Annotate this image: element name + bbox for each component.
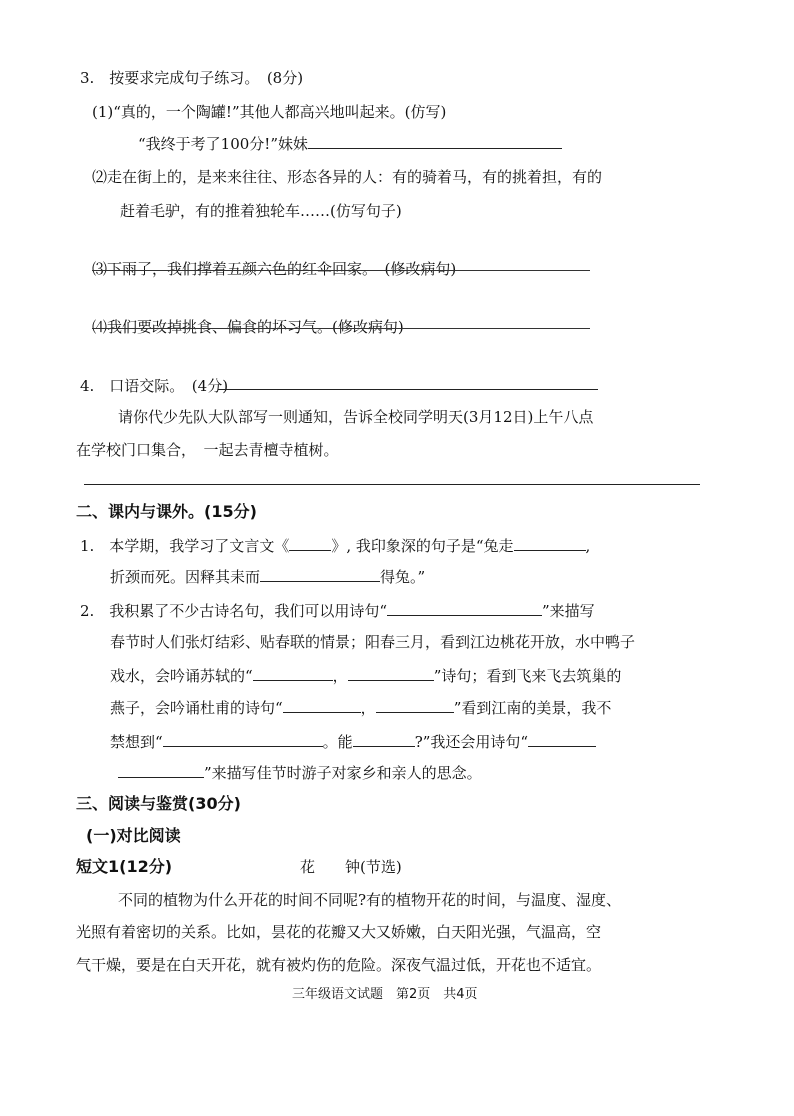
section-2-title: 二、课内与课外。(15分) [76, 502, 257, 521]
answer-blank[interactable] [376, 697, 454, 713]
q3-sentence-3: ⑶下雨了，我们撑着五颜六色的红伞回家。 (修改病句) [92, 260, 457, 278]
text: , [585, 537, 591, 555]
text: 。能 [322, 733, 353, 751]
answer-blank[interactable] [528, 731, 596, 747]
answer-blank[interactable] [253, 665, 333, 681]
q3-sentence-2-line1: ⑵走在街上的，是来来往往、形态各异的人：有的骑着马，有的挑着担，有的 [92, 168, 603, 186]
text: ”来描写佳节时游子对家乡和亲人的思念。 [204, 764, 482, 782]
text: 2. 我积累了不少古诗名句，我们可以用诗句“ [80, 602, 387, 620]
text: 燕子，会吟诵杜甫的诗句“ [110, 699, 283, 717]
s2-q1-line2 [110, 566, 425, 587]
q3-title: 3. 按要求完成句子练习。 (8分) [80, 69, 304, 87]
passage-title: 花 钟(节选) [300, 858, 402, 876]
page-footer: 三年级语文试题 第2页 共4页 [292, 987, 478, 1002]
s2-q2-line5 [110, 731, 596, 752]
text: 1. 本学期，我学习了文言文《 [80, 537, 290, 555]
answer-line[interactable] [84, 484, 700, 485]
text: 》, 我印象深的句子是“兔走 [331, 537, 514, 555]
text: 折颈而死。因释其耒而 [110, 568, 261, 586]
passage-line3: 气干燥，要是在白天开花，就有被灼伤的危险。深夜气温过低，开花也不适宜。 [76, 956, 602, 974]
text: ?”我还会用诗句“ [414, 733, 529, 751]
answer-blank[interactable] [387, 600, 542, 616]
answer-line[interactable] [92, 270, 590, 271]
section-3-subtitle: (一)对比阅读 [86, 826, 181, 845]
answer-blank[interactable] [283, 697, 361, 713]
text: ， [360, 699, 376, 717]
text: 戏水，会吟诵苏轼的“ [110, 667, 253, 685]
section-3-title: 三、阅读与鉴赏(30分) [76, 794, 241, 813]
q3-sentence-4: ⑷我们要改掉挑食、偏食的坏习气。(修改病句) [92, 318, 404, 336]
q3-sentence-1: (1)“真的，一个陶罐!”其他人都高兴地叫起来。(仿写) [92, 103, 447, 121]
q4-body-line2: 在学校门口集合， 一起去青檀寺植树。 [76, 441, 339, 459]
q4-title: 4. 口语交际。 (4分) [80, 377, 229, 395]
passage-line2: 光照有着密切的关系。比如，昙花的花瓣又大又娇嫩，白天阳光强，气温高，空 [76, 923, 602, 941]
answer-line[interactable] [218, 389, 598, 390]
answer-blank[interactable] [353, 731, 415, 747]
q3-example-text: “我终于考了100分!”妹妹 [138, 135, 308, 153]
s2-q2-line6 [118, 762, 482, 783]
s2-q2-line2: 春节时人们张灯结彩、贴春联的情景；阳春三月，看到江边桃花开放，水中鸭子 [110, 633, 636, 651]
s2-q2-line4 [110, 697, 611, 718]
text: ”诗句；看到飞来飞去筑巢的 [433, 667, 622, 685]
text: ”看到江南的美景，我不 [453, 699, 612, 717]
answer-blank[interactable] [308, 133, 562, 149]
answer-blank[interactable] [163, 731, 323, 747]
answer-blank[interactable] [348, 665, 434, 681]
passage-label: 短文1(12分) [76, 857, 173, 876]
text: 得兔。” [380, 568, 426, 586]
answer-line[interactable] [92, 328, 590, 329]
q3-sentence-1-example [138, 133, 562, 154]
s2-q2-line1 [80, 600, 595, 621]
answer-blank[interactable] [514, 535, 586, 551]
text: ， [332, 667, 348, 685]
answer-blank[interactable] [289, 535, 331, 551]
passage-line1: 不同的植物为什么开花的时间不同呢?有的植物开花的时间，与温度、湿度、 [118, 891, 622, 909]
q4-body-line1: 请你代少先队大队部写一则通知，告诉全校同学明天(3月12日)上午八点 [118, 408, 594, 426]
answer-blank[interactable] [260, 566, 380, 582]
q3-sentence-2-line2: 赶着毛驴，有的推着独轮车……(仿写句子) [120, 202, 402, 220]
answer-blank[interactable] [118, 762, 204, 778]
s2-q2-line3 [110, 665, 621, 686]
text: ”来描写 [541, 602, 595, 620]
text: 禁想到“ [110, 733, 163, 751]
s2-q1-line1 [80, 535, 590, 556]
